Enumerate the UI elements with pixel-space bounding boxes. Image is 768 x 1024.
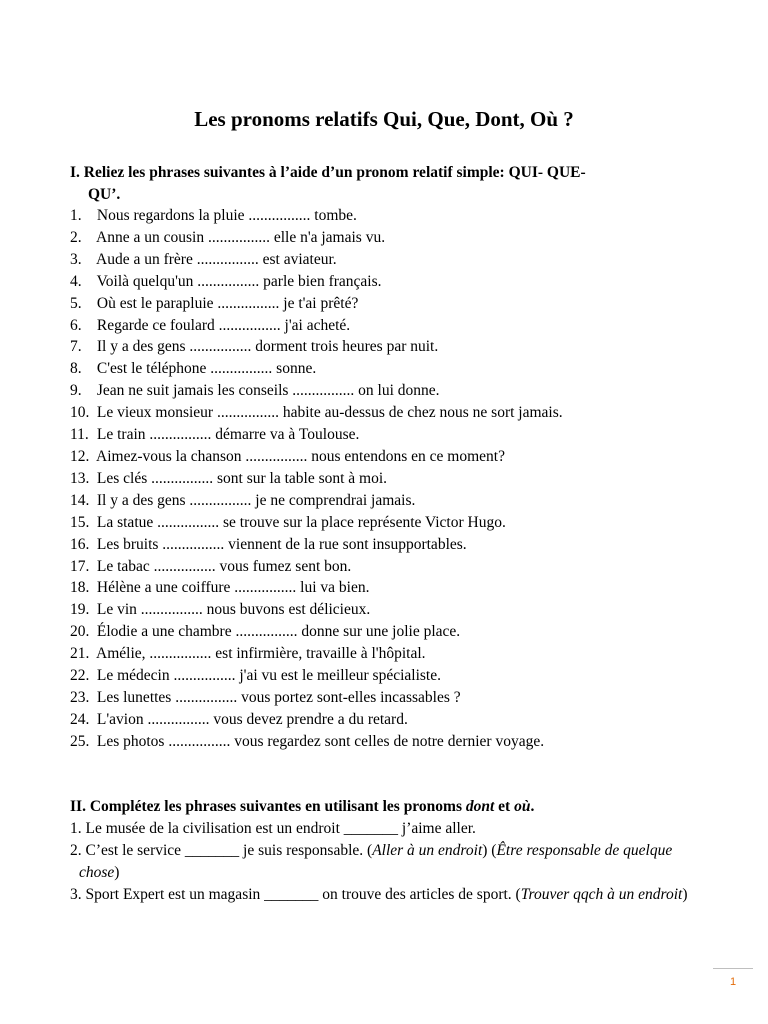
- list-item: [70, 665, 710, 687]
- list-item: [70, 336, 710, 358]
- list-item: [70, 709, 710, 731]
- item-number: 3.: [70, 250, 82, 268]
- list-item: [70, 358, 710, 380]
- item-text: 2. C’est le service _______ je suis responsable. (: [70, 842, 373, 859]
- list-item: [70, 512, 710, 534]
- list-item: [70, 534, 710, 556]
- item-text: Les clés ................ sont sur la table sont à moi.: [96, 469, 388, 487]
- item-number: 19.: [70, 601, 90, 619]
- item-number: 12.: [70, 447, 90, 465]
- item-number: 8.: [70, 360, 82, 378]
- item-text: ): [682, 886, 688, 903]
- list-item: [70, 818, 700, 840]
- list-item: [70, 884, 700, 906]
- item-text: Le vieux monsieur ................ habite au-dessus de chez nous ne sort jamais.: [96, 404, 563, 422]
- item-number: 21.: [70, 645, 90, 663]
- item-hint: Trouver qqch à un endroit: [520, 886, 683, 903]
- list-item: [70, 687, 710, 709]
- item-text: Le tabac ................ vous fumez sent bon.: [96, 557, 352, 575]
- list-item: [70, 599, 710, 621]
- item-number: 25.: [70, 732, 90, 750]
- item-number: 10.: [70, 404, 90, 422]
- item-text: L'avion ................ vous devez prendre a du retard.: [96, 710, 408, 728]
- item-text: 3. Sport Expert est un magasin _______ on trouve des articles de sport. (: [70, 886, 521, 903]
- section-1-heading-text: I. Reliez les phrases suivantes à l’aide d’un pronom relatif simple: QUI- QUE-: [70, 164, 586, 181]
- list-item: [70, 446, 710, 468]
- item-number: 6.: [70, 316, 82, 334]
- section-2-heading-dont: dont: [465, 798, 495, 815]
- item-text: Regarde ce foulard ................ j'ai acheté.: [96, 316, 351, 334]
- item-text: ): [114, 864, 120, 881]
- item-text: Le médecin ................ j'ai vu est le meilleur spécialiste.: [96, 667, 441, 685]
- page-title: Les pronoms relatifs Qui, Que, Dont, Où ?: [194, 107, 574, 131]
- item-text: Il y a des gens ................ dorment trois heures par nuit.: [96, 338, 439, 356]
- section-2-heading-end: .: [530, 798, 535, 815]
- section-1-heading: [70, 162, 690, 206]
- item-text: Il y a des gens ................ je ne comprendrai jamais.: [96, 491, 416, 509]
- item-hint: Être responsable de quelque chose: [79, 842, 673, 881]
- section-2-heading-ou: où: [514, 798, 531, 815]
- item-text: Anne a un cousin ................ elle n'a jamais vu.: [96, 228, 386, 246]
- item-number: 16.: [70, 535, 90, 553]
- item-number: 7.: [70, 338, 82, 356]
- item-text: Les bruits ................ viennent de la rue sont insupportables.: [96, 535, 467, 553]
- item-text: Aimez-vous la chanson ................ nous entendons en ce moment?: [96, 447, 505, 465]
- list-item: [70, 205, 710, 227]
- list-item: [70, 556, 710, 578]
- list-item: [70, 731, 710, 753]
- item-text: Où est le parapluie ................ je t'ai prêté?: [96, 294, 359, 312]
- list-item: [70, 621, 710, 643]
- item-text: ) (: [482, 842, 497, 859]
- item-text: C'est le téléphone ................ sonne.: [96, 360, 317, 378]
- page-number: 1: [729, 976, 737, 988]
- item-text: Jean ne suit jamais les conseils ................ on lui donne.: [96, 382, 440, 400]
- item-number: 2.: [70, 228, 82, 246]
- item-text: Les photos ................ vous regardez sont celles de notre dernier voyage.: [96, 732, 545, 750]
- section-2-heading-et: et: [494, 798, 515, 815]
- item-text: 1. Le musée de la civilisation est un endroit _______ j’aime aller.: [70, 820, 476, 837]
- item-text: Le train ................ démarre va à Toulouse.: [96, 426, 360, 444]
- section-2-list: [70, 818, 700, 906]
- item-number: 11.: [70, 426, 89, 444]
- item-text: Nous regardons la pluie ................ tombe.: [96, 207, 357, 224]
- item-number: 17.: [70, 557, 90, 575]
- list-item: [70, 271, 710, 293]
- list-item: [70, 293, 710, 315]
- section-1-heading-continuation: QU’.: [88, 186, 121, 203]
- item-number: 20.: [70, 623, 90, 641]
- section-2-heading-text: II. Complétez les phrases suivantes en utilisant les pronoms: [70, 798, 466, 815]
- page-footer: [713, 968, 753, 995]
- list-item: [70, 249, 710, 271]
- list-item: [70, 577, 710, 599]
- list-item: [70, 315, 710, 337]
- list-item: [70, 402, 710, 424]
- item-number: 1.: [70, 207, 82, 224]
- list-item: [70, 424, 710, 446]
- item-text: Les lunettes ................ vous portez sont-elles incassables ?: [96, 688, 461, 706]
- item-number: 13.: [70, 469, 90, 487]
- item-hint: Aller à un endroit: [372, 842, 483, 859]
- item-number: 5.: [70, 294, 82, 312]
- list-item: [70, 468, 710, 490]
- item-text: Le vin ................ nous buvons est délicieux.: [96, 601, 371, 619]
- section-1-list: [70, 205, 710, 753]
- list-item: [70, 643, 710, 665]
- list-item: [70, 490, 710, 512]
- list-item: [70, 840, 700, 884]
- item-number: 4.: [70, 272, 82, 290]
- item-text: Hélène a une coiffure ................ lui va bien.: [96, 579, 370, 597]
- item-text: Élodie a une chambre ................ donne sur une jolie place.: [96, 623, 461, 641]
- item-text: Aude a un frère ................ est aviateur.: [96, 250, 337, 268]
- item-number: 9.: [70, 382, 82, 400]
- list-item: [70, 380, 710, 402]
- item-number: 15.: [70, 513, 90, 531]
- item-number: 22.: [70, 667, 90, 685]
- item-number: 14.: [70, 491, 90, 509]
- item-text: Amélie, ................ est infirmière, travaille à l'hôpital.: [96, 645, 426, 663]
- item-text: Voilà quelqu'un ................ parle bien français.: [96, 272, 382, 290]
- item-number: 24.: [70, 710, 90, 728]
- item-number: 18.: [70, 579, 90, 597]
- item-text: La statue ................ se trouve sur la place représente Victor Hugo.: [96, 513, 506, 531]
- list-item: [70, 227, 710, 249]
- section-2-heading: [70, 796, 690, 818]
- item-number: 23.: [70, 688, 90, 706]
